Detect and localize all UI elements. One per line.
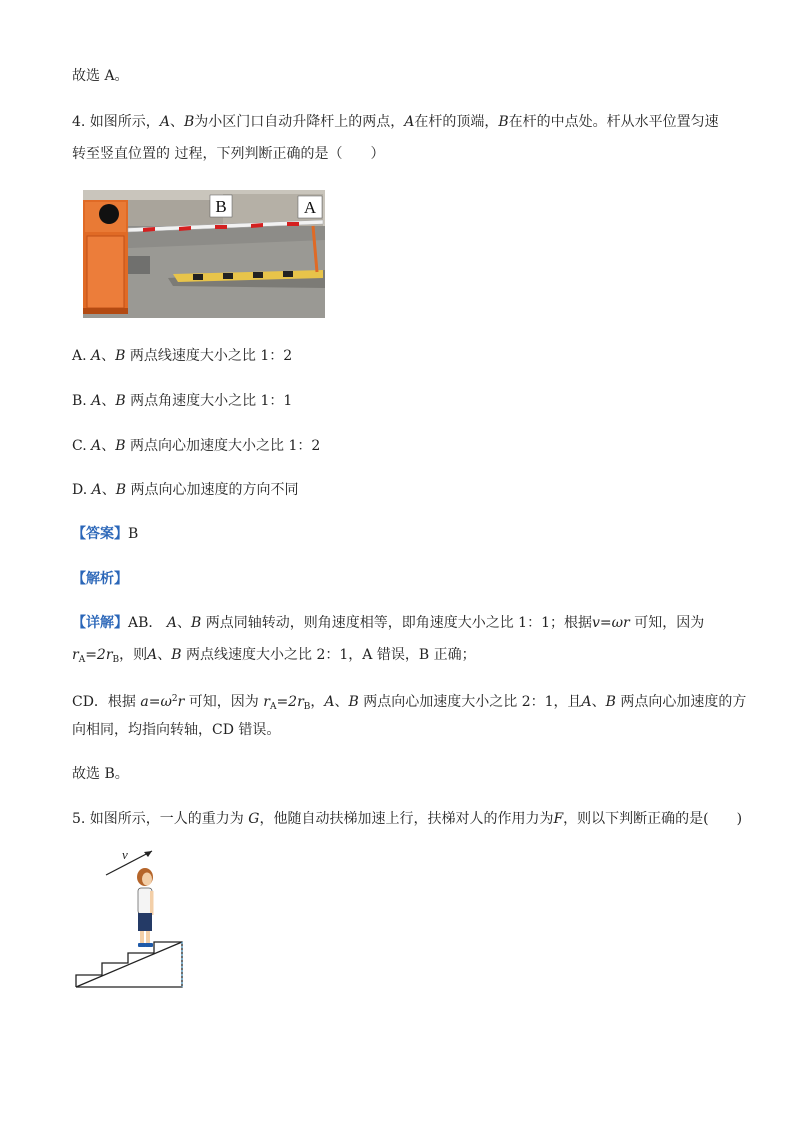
- conclusion-b: 故选 B。: [72, 766, 129, 782]
- option-a: A. A、B 两点线速度大小之比 1：2: [72, 348, 293, 364]
- answer-line: [72, 524, 138, 544]
- option-b: B. A、B 两点角速度大小之比 1：1: [72, 393, 293, 409]
- photo-label-b: B: [215, 197, 227, 216]
- option-c: C. A、B 两点向心加速度大小之比 1：2: [72, 438, 321, 454]
- detail-line3: CD．根据 $a=\omega^2r$ 可知，因为 $r_A=2r_B$，A、B 两点向心加速度大小之比 2：1，且A、B 两点向心加速度的方: [72, 694, 747, 712]
- question-5-line1: 5. 如图所示，一人的重力为 G，他随自动扶梯加速上行，扶梯对人的作用力为F，则以下判断正确的是( ): [72, 811, 743, 827]
- conclusion-a: 故选 A。: [72, 68, 129, 84]
- option-d: D. A、B 两点向心加速度的方向不同: [72, 482, 299, 498]
- photo-label-a: A: [303, 198, 317, 217]
- answer-label: 【答案】: [72, 526, 128, 542]
- detail-line2: $r_A=2r_B$，则A、B 两点线速度大小之比 2：1，A 错误，B 正确；: [72, 647, 476, 665]
- barrier-gate-photo: [83, 190, 325, 318]
- velocity-label: v: [122, 847, 128, 862]
- person-icon: [137, 868, 154, 947]
- escalator-figure: [72, 843, 190, 993]
- detail-line4: 向相同，均指向转轴，CD 错误。: [72, 722, 281, 738]
- question-4-line1: 4. 如图所示，A、B为小区门口自动升降杆上的两点，A在杆的顶端，B在杆的中点处。杆从水平位置匀速: [72, 114, 719, 130]
- question-4-line2: 转至竖直位置的 过程，下列判断正确的是（ ）: [72, 146, 385, 162]
- detail-line1: 【详解】AB． A、B 两点同轴转动，则角速度相等，即角速度大小之比 1：1；根据v=ωr 可知，因为: [72, 615, 705, 631]
- analysis-label: 【解析】: [72, 571, 128, 587]
- answer-value: B: [128, 526, 139, 542]
